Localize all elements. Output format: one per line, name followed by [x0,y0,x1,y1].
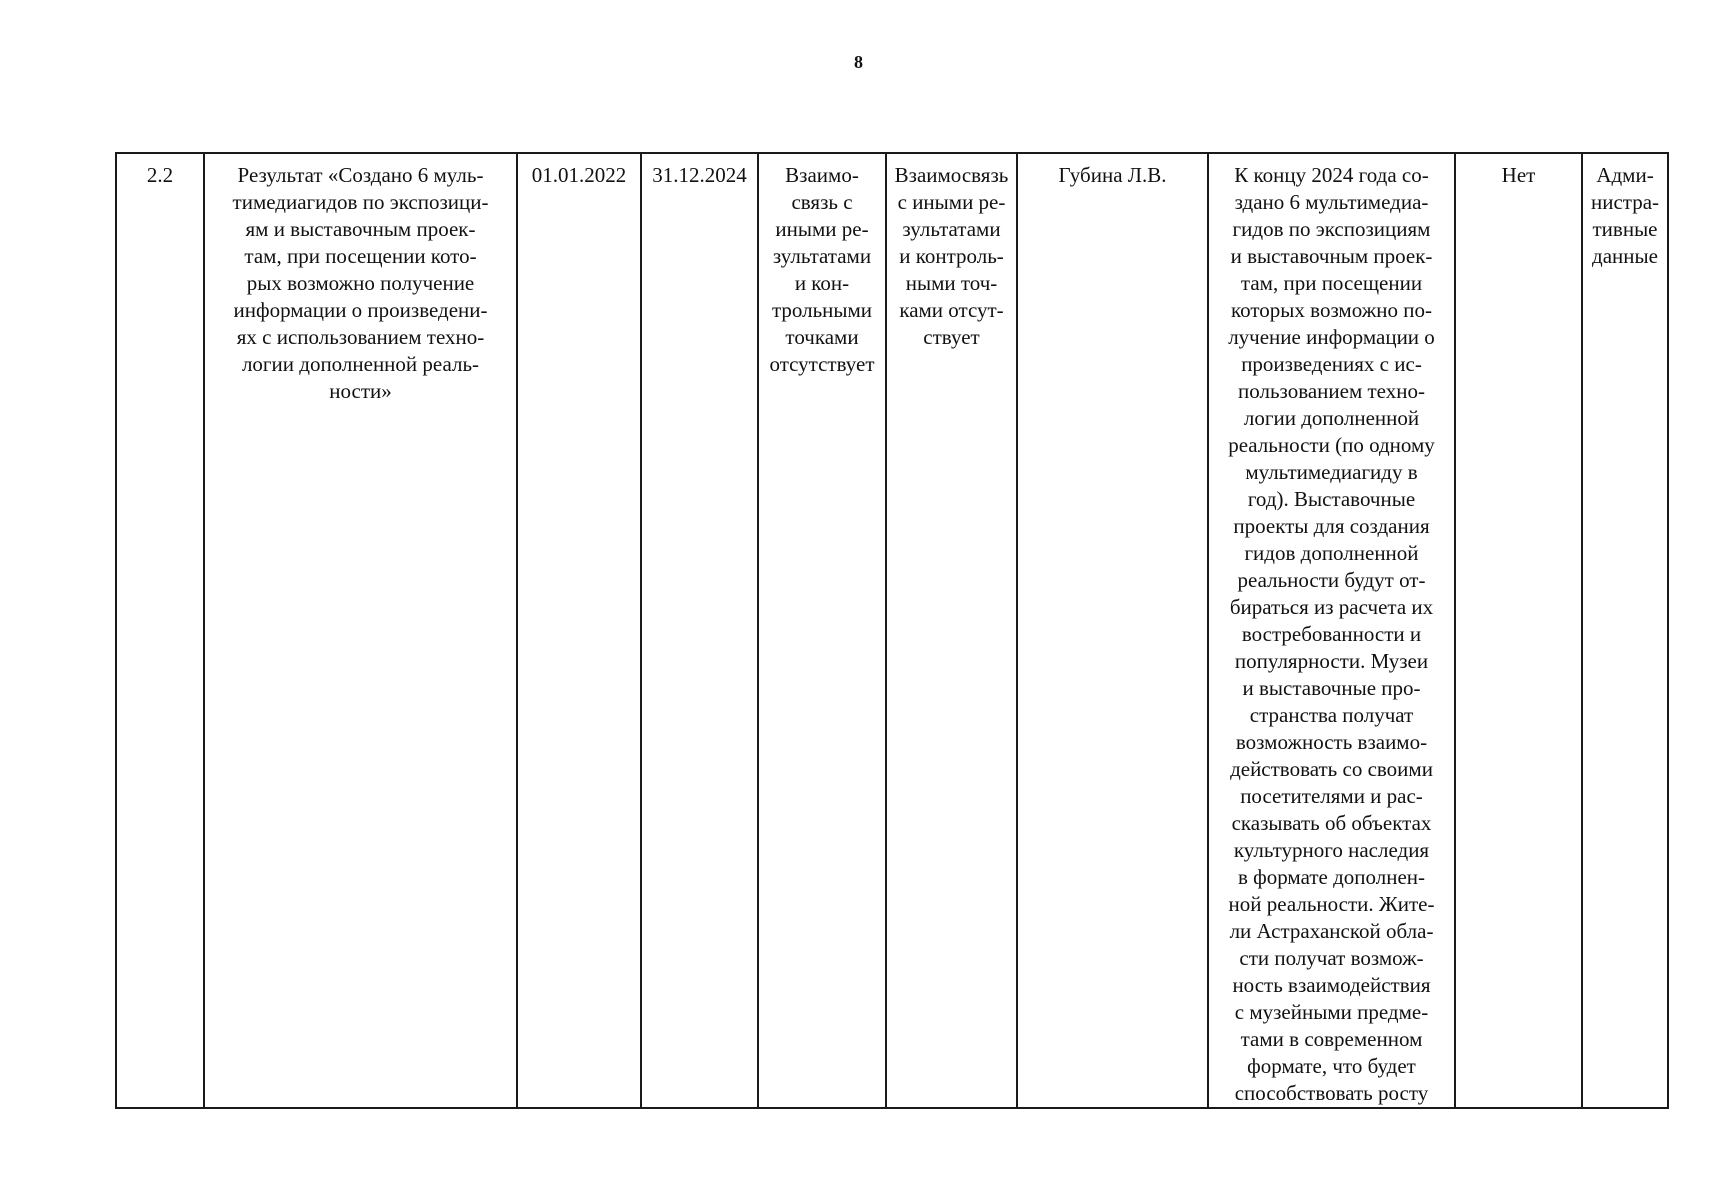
start-date-cell: 01.01.2022 [517,153,641,1108]
row-number-cell: 2.2 [116,153,204,1108]
responsible-person-cell: Губина Л.В. [1017,153,1208,1108]
next-link-cell: Взаимосвязь с иными ре- зультатами и контроль- ными точ- ками отсут- ствует [886,153,1017,1108]
data-source-cell: Адми- нистра- тивные данные [1582,153,1668,1108]
flag-cell: Нет [1455,153,1582,1108]
result-description-cell: К концу 2024 года со- здано 6 мультимедиа- гидов по экспозициям и выставочным проек- там, при посещении которых возможно по- лучение информации о произведениях с ис- пользованием техно- логии дополненной реальности (по одному мультимедиагиду в год). Выставочные проекты для создания гидов дополненной реальности будут от- бираться из расчета их востребованности и популярности. Музеи и выставочные про- странства получат возможность взаимо- действовать со своими посетителями и рас- сказывать об объектах культурного наследия в формате дополнен- ной реальности. Жите- ли Астраханской обла- сти получат возмож- ность взаимодействия с музейными предме- тами в современном формате, что будет способствовать росту [1208,153,1455,1108]
previous-link-cell: Взаимо- связь с иными ре- зультатами и кон- трольными точками отсутствует [758,153,886,1108]
result-name-cell: Результат «Создано 6 муль- тимедиагидов по экспозици- ям и выставочным проек- там, при посещении кото- рых возможно получение информации о произведени- ях с использованием техно- логии дополненной реаль- ности» [204,153,517,1108]
end-date-cell: 31.12.2024 [641,153,758,1108]
results-table [115,152,1669,1109]
page-number: 8 [854,52,863,72]
table-row [116,153,1668,1108]
